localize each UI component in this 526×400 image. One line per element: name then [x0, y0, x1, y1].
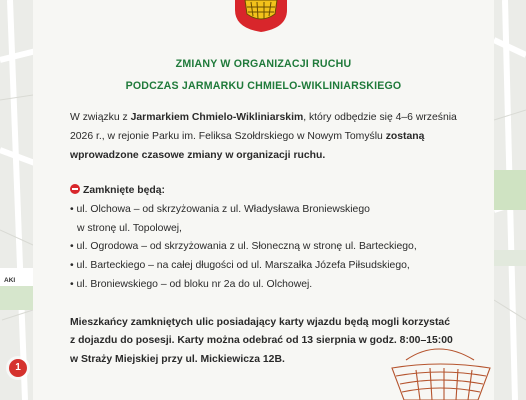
closed-item-2: • ul. Ogrodowa – od skrzyżowania z ul. Słoneczną w stronę ul. Barteckiego,: [70, 241, 417, 252]
residents-line-1: Mieszkańcy zamkniętych ulic posiadający karty wjazdu będą mogli korzystać: [70, 317, 450, 328]
basket-illustration: [386, 338, 494, 400]
intro-line-3: wprowadzone czasowe zmiany w organizacji ruchu.: [70, 150, 326, 161]
map-street-label: AKI: [4, 277, 16, 284]
closed-item-1-cont: w stronę ul. Topolowej,: [77, 223, 182, 234]
title-line-1: ZMIANY W ORGANIZACJI RUCHU: [175, 58, 352, 70]
closed-item-1: • ul. Olchowa – od skrzyżowania z ul. Władysława Broniewskiego: [70, 204, 370, 215]
notification-badge[interactable]: 1: [9, 359, 27, 377]
residents-line-2: z dojazdu do posesji. Karty można odebrać od 13 sierpnia w godz. 8:00–15:00: [70, 335, 453, 346]
closed-item-4: • ul. Broniewskiego – od bloku nr 2a do ul. Olchowej.: [70, 279, 313, 290]
no-entry-icon: [70, 184, 80, 194]
intro-line-2: 2026 r., w rejonie Parku im. Feliksa Szołdrskiego w Nowym Tomyślu zostaną: [70, 131, 425, 142]
residents-line-3: w Straży Miejskiej przy ul. Mickiewicza 12B.: [70, 354, 285, 365]
town-crest-icon: [231, 0, 291, 32]
title-line-2: PODCZAS JARMARKU CHMIELO-WIKLINIARSKIEGO: [125, 80, 402, 92]
closed-item-3: • ul. Barteckiego – na całej długości od ul. Marszałka Józefa Piłsudskiego,: [70, 260, 410, 271]
intro-line-1: W związku z Jarmarkiem Chmielo-Wikliniarskim, który odbędzie się 4–6 września: [70, 112, 457, 123]
closed-heading: Zamknięte będą:: [70, 184, 165, 197]
